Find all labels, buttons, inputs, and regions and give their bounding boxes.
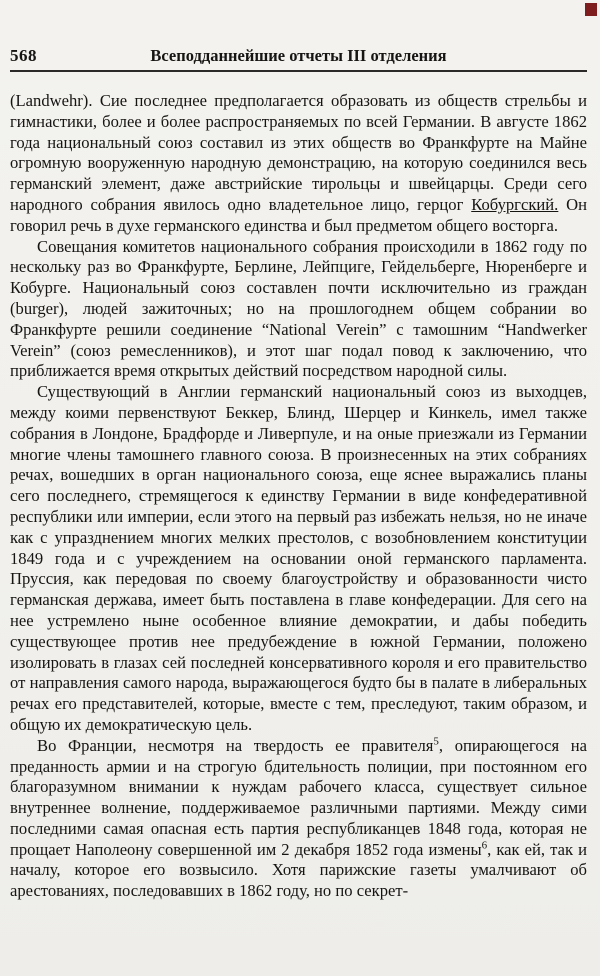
- page-number: 568: [10, 46, 37, 65]
- paragraph-text: Он говорил речь в духе германского единства и был предметом общего восторга.: [10, 194, 588, 235]
- paragraph-committees: Совещания комитетов национального собрания происходили в 1862 году по нескольку раз во Франкфурте, Берлине, Лейпциге, Гейдельберге, Нюренберге и Кобурге. Национальный союз составлен почти исключительно из граждан (burger), людей зажиточных; но на прошлогоднем общем собрании во Франкфурте решили соединение “National Verein” с тамошним “Handwerker Verein” (союз ремесленников), и этот шаг подал повод к заключению, что приближается время открытых действий посредством народной силы.: [10, 236, 587, 381]
- paragraph-landwehr: [10, 91, 587, 237]
- paragraph-text: Во Франции, несмотря на твердость ее правителя: [37, 735, 434, 755]
- paragraph-england-union: Существующий в Англии германский национальный союз из выходцев, между коими первенствуют Беккер, Блинд, Шерцер и Кинкель, имел также собрания в Лондоне, Брадфорде и Ливерпуле, и на оные приезжали из Германии многие члены тамошнего главного союза. В произнесенных на этих собраниях речах, вошедших в орган национального союза, еще яснее выражались планы сего последнего, стремящегося к единству Германии в виде конфедеративной республики или империи, если этого на первый раз избежать нельзя, но не иначе как с упразднением многих мелких престолов, с возобновлением конституции 1849 года и с учреждением на основании оной германского парламента. Пруссия, как передовая по своему благоустройству и образованности чисто германская держава, имеет быть поставлена в главе конфедерации. Для сего на нее устремлено ныне особенное влияние демократии, и дабы победить существующее против нее предубеждение в южной Германии, положено изолировать в глазах сей последней консервативного короля и его правительство от направления самого народа, выражающегося будто бы в палате в либеральных речах его представителей, которые, вместе с тем, преследуют, таким образом, и общую их демократическую цель.: [10, 382, 587, 734]
- running-header-title: Всеподданнейшие отчеты III отделения: [150, 46, 447, 65]
- paragraph-text: , опирающегося на преданность армии и на строгую бдительность полиции, при постоянном его благоразумном внимании к нуждам рабочего класса, существует сильное внутреннее волнение, поддерживаемое различными партиями. Между сими последними самая опасная есть партия республиканцев 1848 года, которая не прощает Наполеону совершенной им 2 декабря 1852 года измены: [10, 735, 587, 859]
- header-rule: [10, 70, 587, 72]
- running-header: [10, 46, 587, 67]
- paragraph-text: , как ей, так и началу, которое его возвысило. Хотя парижские газеты умалчивают об арестованиях, последовавших в 1862 году, но по секрет-: [10, 839, 587, 901]
- page-body-text: [10, 91, 587, 902]
- paragraph-text: (Landwehr). Сие последнее предполагается образовать из обществ стрельбы и гимнастики, более и более распространяемых по всей Германии. В августе 1862 года национальный союз составил из этих обществ во Франкфурте на Майне огромную вооруженную народную демонстрацию, на которую соединился весь германский элемент, даже австрийские тирольцы и швейцарцы. Среди сего народного собрания явилось одно владетельное лицо, герцог: [10, 91, 587, 214]
- scan-corner-mark: [585, 3, 597, 16]
- footnote-marker-5: 5: [433, 735, 439, 748]
- footnote-marker-6: 6: [481, 839, 488, 852]
- paragraph-france: [10, 736, 587, 902]
- underlined-name-koburgsky: Кобургский.: [471, 194, 559, 214]
